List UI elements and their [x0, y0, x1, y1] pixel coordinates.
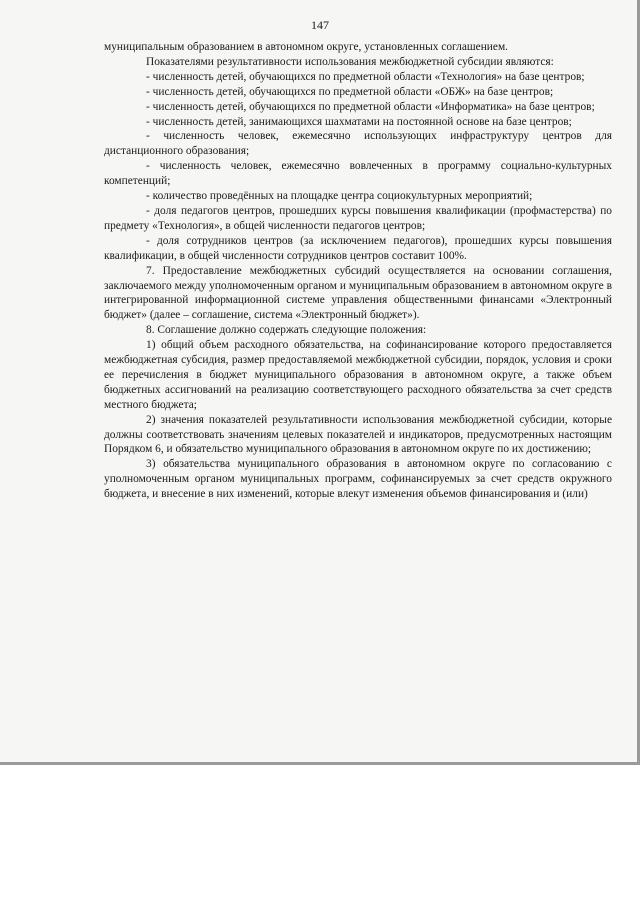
- paragraph: - численность человек, ежемесячно использующих инфраструктуру центров для дистанционного образования;: [104, 130, 612, 158]
- paragraph: - численность детей, занимающихся шахматами на постоянной основе на базе центров;: [146, 115, 572, 128]
- paragraph: - доля педагогов центров, прошедших курсы повышения квалификации (профмастерства) по предмету «Технология», в общей численности педагогов центров;: [104, 204, 612, 232]
- paragraph: 3) обязательства муниципального образования в автономном округе по согласованию с уполномоченным органом муниципальных программ, софинансируемых за счет средств окружного бюджета, и внесение в них изменений, которые влекут изменения объемов финансирования и (или): [104, 458, 612, 501]
- paragraph: - количество проведённых на площадке центра социокультурных мероприятий;: [146, 190, 533, 203]
- paragraph: - численность детей, обучающихся по предметной области «ОБЖ» на базе центров;: [146, 85, 554, 98]
- document-body: [104, 40, 612, 502]
- paragraph: 8. Соглашение должно содержать следующие положения:: [146, 324, 427, 337]
- paragraph: 1) общий объем расходного обязательства, на софинансирование которого предоставляется межбюджетная субсидия, размер предоставляемой межбюджетной субсидии, порядок, условия и сроки ее перечисления в бюджет муниципального образования в автономном округе, а также объем бюджетных ассигнований на реализацию соответствующего расходного обязательства за счет средств местного бюджета;: [104, 339, 612, 411]
- page-number: 147: [311, 18, 329, 32]
- paragraph: - численность детей, обучающихся по предметной области «Информатика» на базе центров;: [146, 100, 595, 113]
- paragraph: - численность детей, обучающихся по предметной области «Технология» на базе центров;: [146, 70, 585, 83]
- paragraph: - доля сотрудников центров (за исключением педагогов), прошедших курсы повышения квалификации, в общей численности сотрудников центров составит 100%.: [104, 234, 612, 262]
- paragraph: Показателями результативности использования межбюджетной субсидии являются:: [146, 55, 554, 68]
- paragraph: муниципальным образованием в автономном округе, установленных соглашением.: [104, 41, 509, 53]
- paragraph: 2) значения показателей результативности использования межбюджетной субсидии, которые должны соответствовать значениям целевых показателей и индикаторов, предусмотренных настоящим Порядком 6, и обязательство муниципального образования в автономном округе по их достижению;: [104, 413, 612, 456]
- paragraph: 7. Предоставление межбюджетных субсидий осуществляется на основании соглашения, заключаемого между уполномоченным органом и муниципальным образованием в автономном округе в интегрированной информационной системе управления общественными финансами «Электронный бюджет» (далее – соглашение, система «Электронный бюджет»).: [104, 264, 612, 322]
- paragraph: - численность человек, ежемесячно вовлеченных в программу социально-культурных компетенций;: [104, 160, 612, 188]
